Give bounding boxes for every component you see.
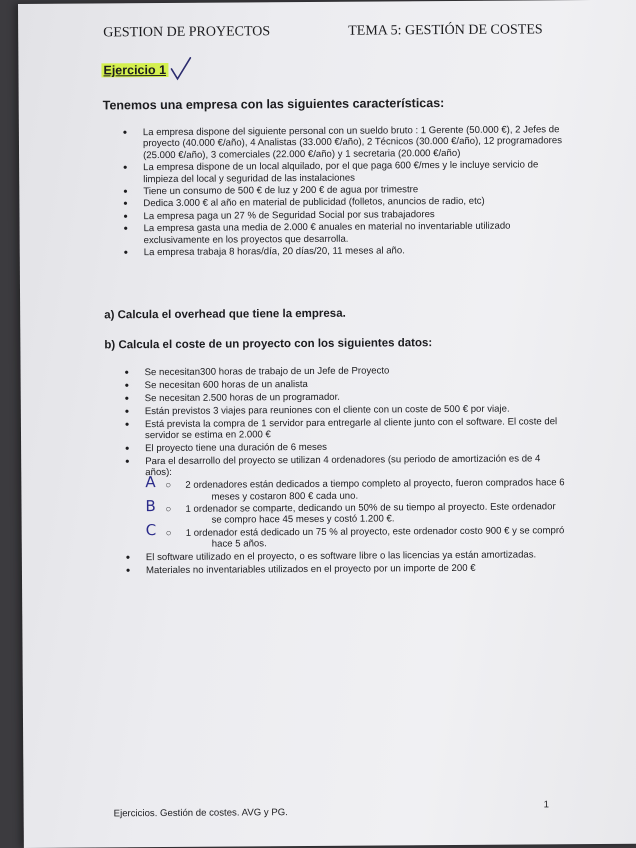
list-item: • El proyecto tiene una duración de 6 meses xyxy=(145,440,565,454)
sub-item xyxy=(145,520,566,551)
list-item: • Tiene un consumo de 500 € de luz y 200 € de agua por trimestre xyxy=(143,183,563,197)
list-item: • La empresa paga un 27 % de Seguridad Social por sus trabajadores xyxy=(143,208,563,222)
question-b: b) Calcula el coste de un proyecto con los siguientes datos: xyxy=(104,337,433,352)
computers-sublist xyxy=(145,473,565,550)
list-item: • Para el desarrollo del proyecto se utilizan 4 ordenadores (su periodo de amortización es de 4 años): xyxy=(145,453,565,479)
header-course: GESTION DE PROYECTOS xyxy=(103,24,271,41)
list-item: • Materiales no inventariables utilizados en el proyecto por un importe de 200 € xyxy=(146,562,566,576)
circle-bullet-icon: ○ xyxy=(165,503,172,515)
list-item: • Están previstos 3 viajes para reuniones con el cliente con un coste de 500 € por viaje. xyxy=(145,403,565,417)
list-item: • Se necesitan300 horas de trabajo de un Jefe de Proyecto xyxy=(145,364,565,378)
handwritten-letter: A xyxy=(145,473,156,492)
list-item: • La empresa dispone del siguiente personal con un sueldo bruto : 1 Gerente (50.000 €), 2 Jefes de proyecto (40.000 €/año), 4 Analistas (33.000 €/año), 2 Técnicos (30.000 €/año), 12 programadores (25.000 €/año), 3 comerciales (22.000 €/año) y 1 secretaria (20.000 €/año) xyxy=(143,124,563,161)
list-item: • Se necesitan 600 horas de un analista xyxy=(145,377,565,391)
handwritten-letter: C xyxy=(145,520,157,539)
circle-bullet-icon: ○ xyxy=(165,480,172,492)
intro-text: Tenemos una empresa con las siguientes características: xyxy=(102,96,445,113)
list-item: • Se necesitan 2.500 horas de un programador. xyxy=(145,390,565,404)
sub-item-text: 1 ordenador se comparte, dedicando un 50% de su tiempo al proyecto. Este ordenador se compro hace 45 meses y costó 1.200 €. xyxy=(185,501,556,527)
sub-item xyxy=(145,497,565,527)
list-item: • Dedica 3.000 € al año en material de publicidad (folletos, anuncios de radio, etc) xyxy=(143,196,563,210)
sub-item-text: 2 ordenadores están dedicados a tiempo completo al proyecto, fueron comprados hace 6 meses y costaron 800 € cada uno. xyxy=(185,477,565,503)
list-item: • La empresa gasta una media de 2.000 € anuales en material no inventariable utilizado exclusivamente en los proyectos que desarrolla. xyxy=(144,220,564,246)
page-number: 1 xyxy=(543,799,549,811)
list-item: • Está prevista la compra de 1 servidor para entregarle al cliente junto con el software. El coste del servidor se estima en 2.000 € xyxy=(145,416,565,442)
exercise-title: Ejercicio 1 xyxy=(103,62,167,78)
project-data-list xyxy=(145,364,566,577)
circle-bullet-icon: ○ xyxy=(165,527,172,539)
list-item: • El software utilizado en el proyecto, o es software libre o las licencias ya están amortizadas. xyxy=(146,549,566,563)
header-topic: TEMA 5: GESTIÓN DE COSTES xyxy=(348,22,543,39)
footer-text: Ejercicios. Gestión de costes. AVG y PG. xyxy=(113,807,288,820)
document-page xyxy=(18,0,636,848)
handwritten-letter: B xyxy=(145,497,156,516)
sub-item xyxy=(145,473,565,503)
handwritten-check-icon xyxy=(168,55,194,83)
list-item: • La empresa trabaja 8 horas/día, 20 días/20, 11 meses al año. xyxy=(144,244,564,258)
characteristics-list xyxy=(143,124,564,259)
question-a: a) Calcula el overhead que tiene la empresa. xyxy=(104,307,346,322)
list-item: • La empresa dispone de un local alquilado, por el que paga 600 €/mes y le incluye servicio de limpieza del local y seguridad de las instalaciones xyxy=(143,159,563,185)
sub-item-text: 1 ordenador está dedicado un 75 % al proyecto, este ordenador costo 900 € y se compró hace 5 años. xyxy=(185,524,565,550)
